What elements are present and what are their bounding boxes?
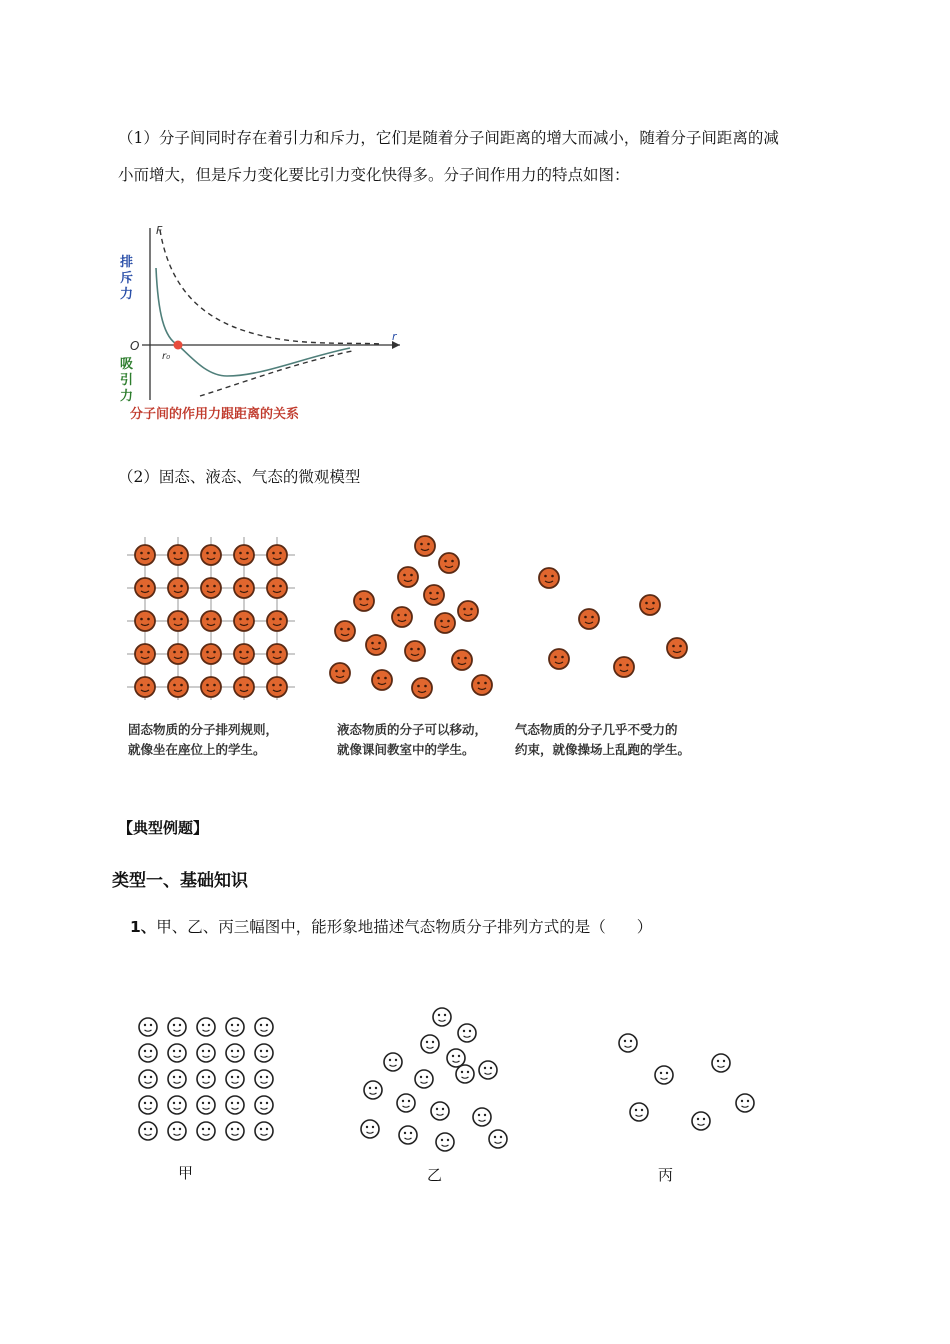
face-molecule <box>139 1018 157 1036</box>
face-molecule <box>415 1070 433 1088</box>
paragraph-line-2: 小而增大，但是斥力变化要比引力变化快得多。分子间作用力的特点如图： <box>118 166 630 184</box>
face-molecule <box>436 1133 454 1151</box>
liquid-molecule <box>439 553 459 573</box>
solid-molecule <box>267 677 287 697</box>
liquid-molecule <box>354 591 374 611</box>
solid-molecule <box>234 578 254 598</box>
face-molecule <box>197 1044 215 1062</box>
paragraph-line-1: （1）分子间同时存在着引力和斥力，它们是随着分子间距离的增大而减小，随着分子间距离的减 <box>118 129 779 147</box>
solid-molecule <box>267 545 287 565</box>
liquid-molecule <box>412 678 432 698</box>
repulsive-label-2: 斥 <box>120 271 134 286</box>
examples-heading: 【典型例题】 <box>118 819 209 837</box>
attractive-label-1: 吸 <box>120 357 134 372</box>
liquid-molecule <box>366 635 386 655</box>
face-molecule <box>255 1122 273 1140</box>
question-1 <box>130 917 652 937</box>
gas-model <box>539 568 687 677</box>
face-molecule <box>197 1018 215 1036</box>
face-molecule <box>479 1061 497 1079</box>
liquid-caption-line-1: 液态物质的分子可以移动， <box>337 722 488 737</box>
face-molecule <box>255 1070 273 1088</box>
face-molecule <box>139 1044 157 1062</box>
resultant-curve <box>156 268 350 376</box>
face-molecule <box>433 1008 451 1026</box>
force-figure-caption: 分子间的作用力跟距离的关系 <box>130 407 300 422</box>
liquid-molecule <box>330 663 350 683</box>
solid-molecule <box>234 677 254 697</box>
face-molecule <box>226 1044 244 1062</box>
liquid-molecule <box>452 650 472 670</box>
face-molecule <box>255 1096 273 1114</box>
solid-molecule <box>168 545 188 565</box>
face-molecule <box>197 1096 215 1114</box>
face-molecule <box>197 1070 215 1088</box>
gas-caption <box>515 720 690 760</box>
face-molecule <box>431 1102 449 1120</box>
origin-label: O <box>130 339 140 353</box>
solid-molecule <box>168 644 188 664</box>
face-molecule <box>421 1035 439 1053</box>
face-molecule <box>712 1054 730 1072</box>
face-molecule <box>168 1122 186 1140</box>
solid-molecule <box>168 611 188 631</box>
liquid-molecule <box>458 601 478 621</box>
solid-molecule <box>201 677 221 697</box>
type-heading: 类型一、基础知识 <box>112 871 248 891</box>
gas-molecule <box>614 657 634 677</box>
attractive-label-2: 引 <box>120 373 134 388</box>
liquid-caption-line-2: 就像课间教室中的学生。 <box>337 742 475 757</box>
face-molecule <box>361 1120 379 1138</box>
face-molecule <box>630 1103 648 1121</box>
gas-molecule <box>539 568 559 588</box>
face-molecule <box>619 1034 637 1052</box>
solid-molecule <box>168 578 188 598</box>
liquid-molecule <box>405 641 425 661</box>
section2-title: （2）固态、液态、气态的微观模型 <box>118 468 361 486</box>
face-molecule <box>473 1108 491 1126</box>
face-molecule <box>458 1024 476 1042</box>
repulsive-label-1: 排 <box>120 255 134 270</box>
face-molecule <box>168 1070 186 1088</box>
solid-molecule <box>135 644 155 664</box>
force-distance-figure <box>112 218 412 428</box>
solid-molecule <box>201 644 221 664</box>
face-molecule <box>447 1049 465 1067</box>
face-molecule <box>168 1018 186 1036</box>
face-molecule <box>397 1094 415 1112</box>
r0-point <box>174 341 183 350</box>
gas-molecule <box>640 595 660 615</box>
face-molecule <box>226 1096 244 1114</box>
panel-bing <box>619 1034 754 1130</box>
liquid-molecule <box>415 536 435 556</box>
liquid-molecule <box>372 670 392 690</box>
r0-label: r₀ <box>162 351 171 362</box>
solid-molecule <box>267 644 287 664</box>
gas-caption-line-1: 气态物质的分子几乎不受力的 <box>515 722 678 737</box>
question-number: 1、 <box>130 918 157 936</box>
liquid-molecule <box>435 613 455 633</box>
solid-molecule <box>135 545 155 565</box>
label-yi: 乙 <box>427 1166 443 1184</box>
solid-molecule <box>201 578 221 598</box>
face-molecule <box>655 1066 673 1084</box>
repulsive-curve <box>160 230 382 344</box>
solid-molecule <box>234 611 254 631</box>
solid-molecule <box>201 545 221 565</box>
axis-r-label: r <box>392 330 397 343</box>
gas-molecule <box>667 638 687 658</box>
face-molecule <box>226 1018 244 1036</box>
face-molecule <box>168 1096 186 1114</box>
solid-molecule <box>168 677 188 697</box>
repulsive-label-3: 力 <box>120 287 134 302</box>
liquid-molecule <box>335 621 355 641</box>
face-molecule <box>168 1044 186 1062</box>
question-text: 甲、乙、丙三幅图中，能形象地描述气态物质分子排列方式的是（ ） <box>156 918 653 936</box>
face-molecule <box>139 1122 157 1140</box>
gas-molecule <box>579 609 599 629</box>
face-molecule <box>692 1112 710 1130</box>
face-molecule <box>364 1081 382 1099</box>
solid-model <box>127 537 295 700</box>
label-jia: 甲 <box>178 1164 194 1182</box>
solid-molecule <box>234 644 254 664</box>
solid-caption-line-2: 就像坐在座位上的学生。 <box>128 742 266 757</box>
face-molecule <box>255 1044 273 1062</box>
panel-jia <box>139 1018 273 1140</box>
label-bing: 丙 <box>658 1166 674 1184</box>
face-molecule <box>197 1122 215 1140</box>
liquid-model <box>330 536 492 698</box>
liquid-molecule <box>398 567 418 587</box>
axis-f-label: F <box>156 224 163 237</box>
liquid-molecule <box>472 675 492 695</box>
panel-yi <box>361 1008 507 1151</box>
solid-molecule <box>135 578 155 598</box>
face-molecule <box>255 1018 273 1036</box>
gas-molecule <box>549 649 569 669</box>
face-molecule <box>226 1122 244 1140</box>
solid-molecule <box>234 545 254 565</box>
solid-caption <box>128 720 278 760</box>
face-molecule <box>384 1053 402 1071</box>
attractive-curve <box>200 351 352 396</box>
solid-molecule <box>135 611 155 631</box>
face-molecule <box>736 1094 754 1112</box>
solid-molecule <box>201 611 221 631</box>
face-molecule <box>139 1096 157 1114</box>
face-molecule <box>226 1070 244 1088</box>
question-figure <box>125 1000 775 1160</box>
solid-molecule <box>267 611 287 631</box>
solid-molecule <box>135 677 155 697</box>
liquid-caption <box>337 720 487 760</box>
gas-caption-line-2: 约束，就像操场上乱跑的学生。 <box>515 742 691 757</box>
liquid-molecule <box>392 607 412 627</box>
attractive-label-3: 力 <box>120 389 134 404</box>
face-molecule <box>456 1065 474 1083</box>
face-molecule <box>399 1126 417 1144</box>
face-molecule <box>139 1070 157 1088</box>
face-molecule <box>489 1130 507 1148</box>
state-model-figure <box>120 530 710 700</box>
solid-molecule <box>267 578 287 598</box>
liquid-molecule <box>424 585 444 605</box>
solid-caption-line-1: 固态物质的分子排列规则， <box>128 722 279 737</box>
